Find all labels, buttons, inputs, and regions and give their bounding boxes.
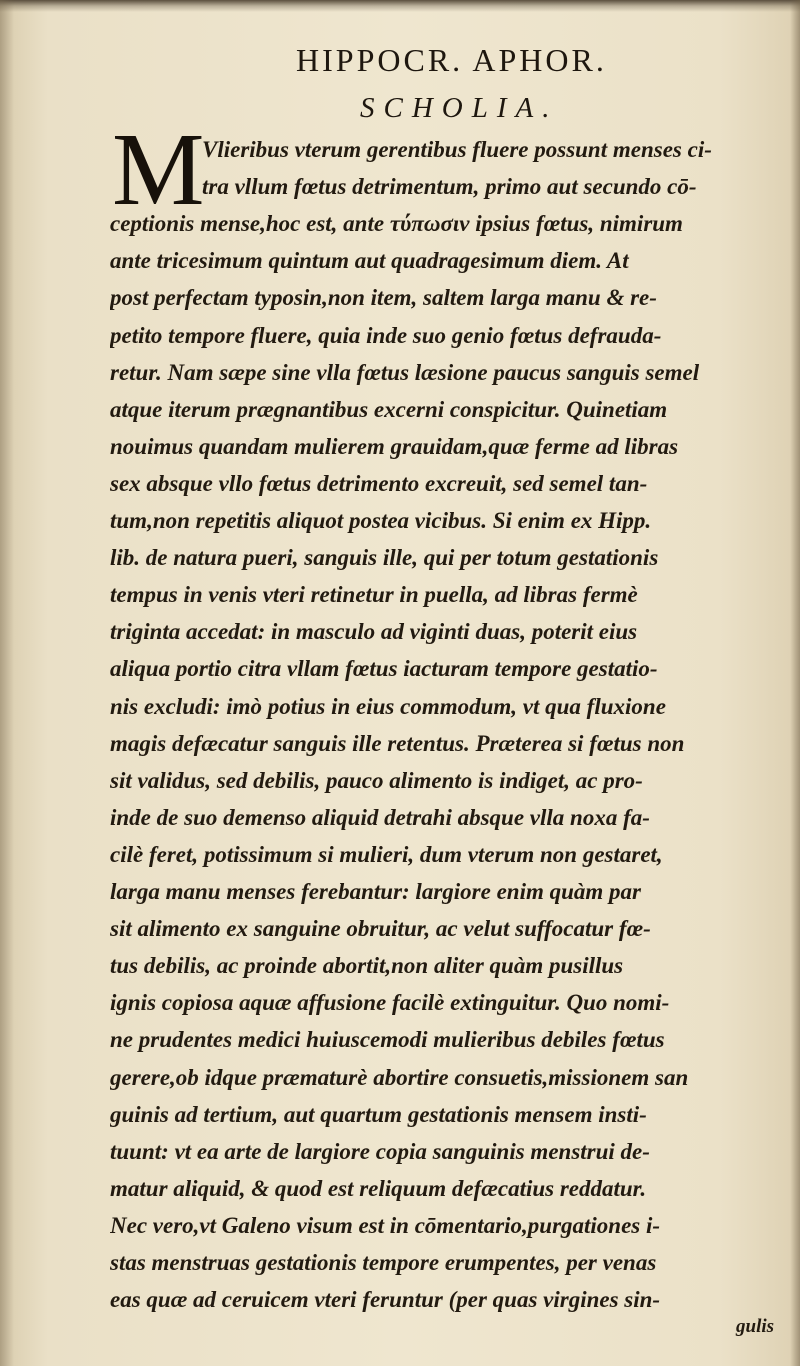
text-line: eas quæ ad ceruicem vteri feruntur (per quas virgines sin- [110,1287,661,1312]
page-top-shadow [0,0,800,12]
text-line: tuunt: vt ea arte de largiore copia sanguinis menstrui de- [110,1139,650,1164]
running-header: HIPPOCR. APHOR. [296,42,607,78]
drop-cap: M [112,112,205,227]
text-line: tus debilis, ac proinde abortit,non aliter quàm pusillus [110,953,624,978]
text-line: magis defæcatur sanguis ille retentus. Præterea si fœtus non [110,731,685,756]
text-line: sex absque vllo fœtus detrimento excreuit, sed semel tan- [110,471,648,496]
text-line: petito tempore fluere, quia inde suo genio fœtus defrauda- [110,323,662,348]
text-line: Vlieribus vterum gerentibus fluere possunt menses ci- [202,137,712,162]
text-line: Nec vero,vt Galeno visum est in cōmentario,purgationes i- [110,1213,661,1238]
text-line: larga manu menses ferebantur: largiore enim quàm par [110,879,641,904]
text-line: tum,non repetitis aliquot postea vicibus. Si enim ex Hipp. [110,508,652,533]
page-right-edge [790,0,800,1366]
text-line: retur. Nam sæpe sine vlla fœtus læsione paucus sanguis semel [110,360,700,385]
text-line: ceptionis mense,hoc est, ante τύπωσιν ipsius fœtus, nimirum [110,211,683,236]
text-line: inde de suo demenso aliquid detrahi absque vlla noxa fa- [110,805,650,830]
text-line: ignis copiosa aquæ affusione facilè extinguitur. Quo nomi- [110,990,670,1015]
text-line: matur aliquid, & quod est reliquum defæcatius reddatur. [110,1176,647,1201]
text-line: cilè feret, potissimum si mulieri, dum vterum non gestaret, [110,842,663,867]
text-line: post perfectam typosin,non item, saltem larga manu & re- [110,285,657,310]
text-line: tra vllum fœtus detrimentum, primo aut secundo cō- [202,174,697,199]
page-left-edge [0,0,14,1366]
text-line: lib. de natura pueri, sanguis ille, qui per totum gestationis [110,545,659,570]
section-title: SCHOLIA. [360,92,559,124]
text-line: gerere,ob idque præmaturè abortire consuetis,missionem san [110,1065,689,1090]
text-line: ne prudentes medici huiuscemodi mulieribus debiles fœtus [110,1027,665,1052]
text-line: stas menstruas gestationis tempore erumpentes, per venas [110,1250,657,1275]
text-line: guinis ad tertium, aut quartum gestationis mensem insti- [110,1102,647,1127]
text-line: triginta accedat: in masculo ad viginti duas, poterit eius [110,619,638,644]
text-line: tempus in venis vteri retinetur in puella, ad libras fermè [110,582,638,607]
text-line: ante tricesimum quintum aut quadragesimum diem. At [110,248,629,273]
text-line: aliqua portio citra vllam fœtus iacturam tempore gestatio- [110,656,658,681]
text-line: sit validus, sed debilis, pauco alimento is indiget, ac pro- [110,768,643,793]
text-line: atque iterum prægnantibus excerni conspicitur. Quinetiam [110,397,668,422]
text-line: nis excludi: imò potius in eius commodum, vt qua fluxione [110,694,666,719]
text-line: nouimus quandam mulierem grauidam,quæ ferme ad libras [110,434,679,459]
text-line: sit alimento ex sanguine obruitur, ac velut suffocatur fœ- [110,916,651,941]
catchword: gulis [736,1316,775,1337]
